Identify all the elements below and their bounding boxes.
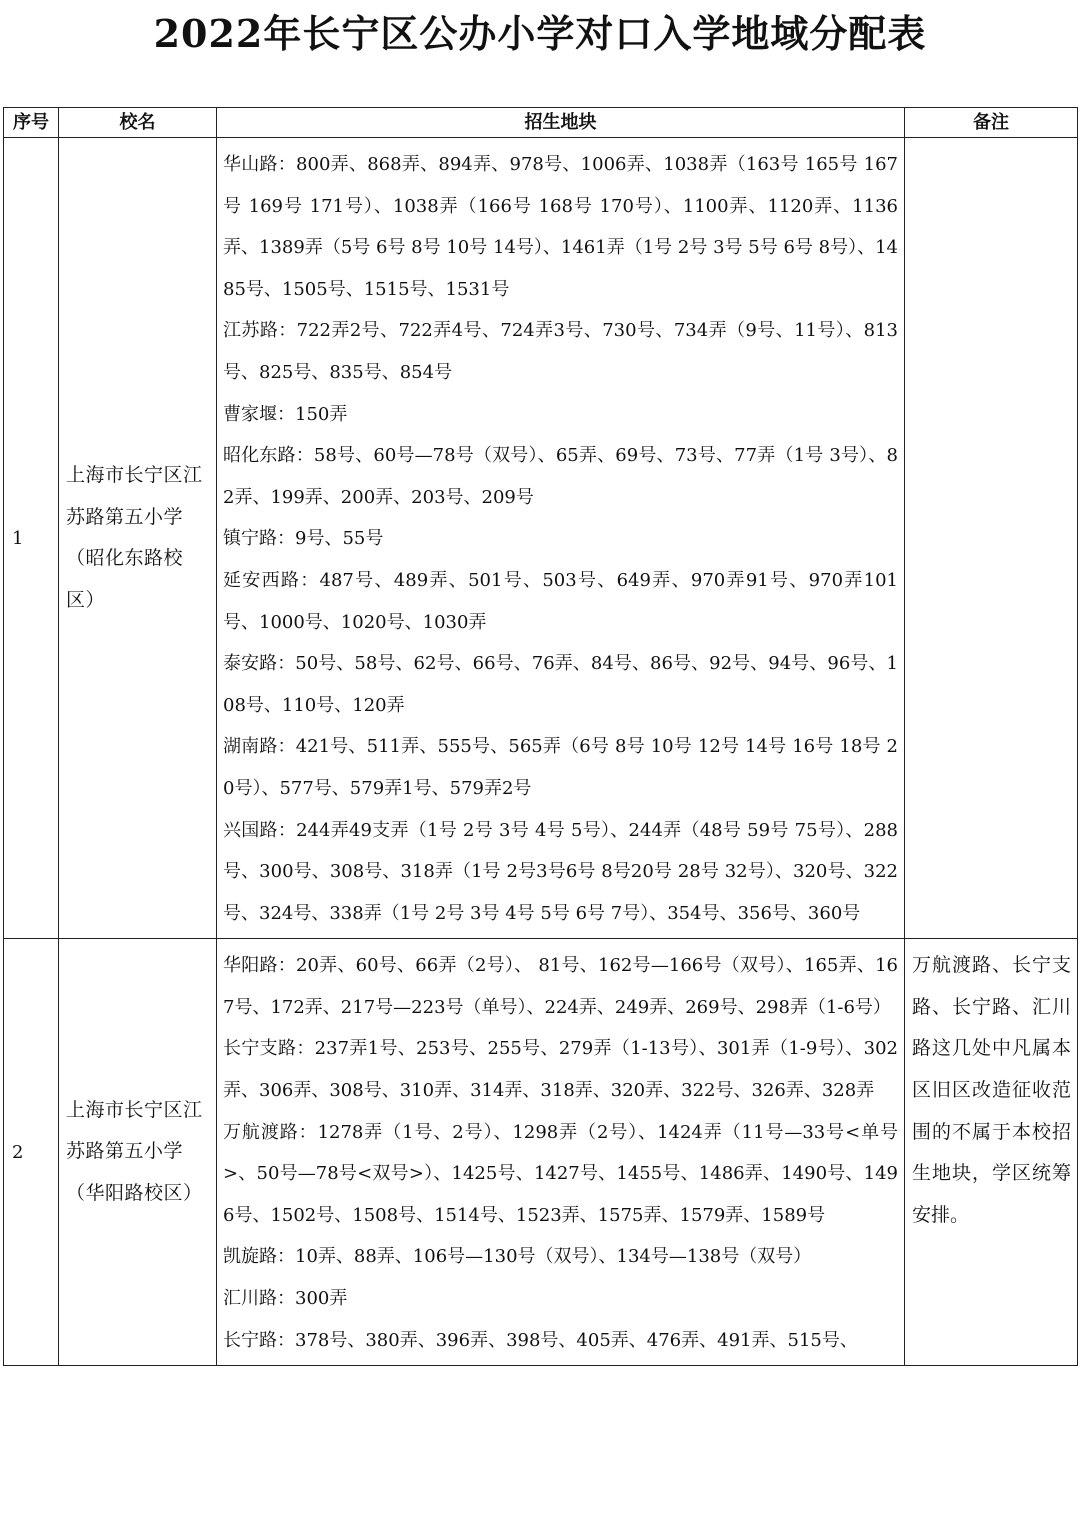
area-entry-huashan-road: 华山路：800弄、868弄、894弄、978号、1006弄、1038弄（163号 165号 167号 169号 171号）、1038弄（166号 168号 170号）、1100弄、1120弄、1136弄、1389弄（5号 6号 8号 10号 14号）、1461弄（1号 2号 3号 5号 6号 8号）、1485号、1505号、1515号、1531号 [223,154,898,300]
header-remark: 备注 [905,108,1078,138]
remark-cell [905,939,1078,1366]
area-entry-hunan-road: 湖南路：421号、511弄、555号、565弄（6号 8号 10号 12号 14号 16号 18号 20号）、577号、579弄1号、579弄2号 [223,736,898,799]
header-seq: 序号 [4,108,59,138]
table-row [4,939,1078,1366]
table-header-row [4,108,1078,138]
area-entry-caojiayan: 曹家堰：150弄 [223,403,348,425]
header-school: 校名 [59,108,217,138]
allocation-table [3,107,1078,1366]
area-entry-zhenning-road: 镇宁路：9号、55号 [223,528,384,550]
area-entry-changning-branch-road: 长宁支路：237弄1号、253号、255号、279弄（1-13号）、301弄（1-9号）、302弄、306弄、308号、310弄、314弄、318弄、320弄、322号、326弄、328弄 [223,1038,898,1102]
area-entry-wanhangdu-road: 万航渡路：1278弄（1号、2号）、1298弄（2号）、1424弄（11号—33号<单号>、50号—78号<双号>）、1425号、1427号、1455号、1486弄、1490号、1496号、1502号、1508号、1514号、1523弄、1575弄、1579弄、1589号 [223,1121,898,1226]
school-cell [59,939,217,1366]
area-entry-jiangsu-road: 江苏路：722弄2号、722弄4号、724弄3号、730号、734弄（9号、11号）、813号、825号、835号、854号 [223,320,898,383]
header-areas: 招生地块 [217,108,905,138]
area-entry-taian-road: 泰安路：50号、58号、62号、66号、76弄、84号、86号、92号、94号、96号、108号、110号、120弄 [223,653,898,716]
school-name: 上海市长宁区江苏路第五小学（昭化东路校区） [66,463,203,611]
areas-cell [217,138,905,939]
area-entry-xingguo-road: 兴国路：244弄49支弄（1号 2号 3号 4号 5号）、244弄（48号 59号 75号）、288号、300号、308号、318弄（1号 2号3号6号 8号20号 28号 32号）、320号、322号、324号、338弄（1号 2号 3号 4号 5号 6号 7号）、354号、356号、360号 [223,819,898,924]
area-entry-zhaohua-east-road: 昭化东路：58号、60号—78号（双号）、65弄、69号、73号、77弄（1号 3号）、82弄、199弄、200弄、203号、209号 [223,445,898,508]
area-entry-huayang-road: 华阳路：20弄、60号、66弄（2号）、 81号、162号—166号（双号）、165弄、167号、172弄、217号—223号（单号）、224弄、249弄、269号、298弄（1-6号） [223,955,898,1018]
area-entry-huichuan-road: 汇川路：300弄 [223,1288,348,1310]
seq-cell: 2 [4,939,59,1366]
seq-cell: 1 [4,138,59,939]
page-title: 2022年长宁区公办小学对口入学地域分配表 [153,11,927,56]
remark-cell [905,138,1078,939]
remark-text: 万航渡路、长宁支路、长宁路、汇川路这几处中凡属本区旧区改造征收范围的不属于本校招生地块，学区统筹安排。 [912,954,1071,1226]
area-entry-yanan-west-road: 延安西路：487号、489弄、501号、503号、649弄、970弄91号、970弄101号、1000号、1020号、1030弄 [223,569,898,633]
school-name: 上海市长宁区江苏路第五小学（华阳路校区） [66,1098,203,1205]
areas-cell [217,939,905,1366]
school-cell [59,138,217,939]
area-entry-kaixuan-road: 凯旋路：10弄、88弄、106号—130号（双号）、134号—138号（双号） [223,1246,812,1268]
area-entry-changning-road: 长宁路：378号、380弄、396弄、398号、405弄、476弄、491弄、515号、 [223,1329,858,1351]
table-row [4,138,1078,939]
